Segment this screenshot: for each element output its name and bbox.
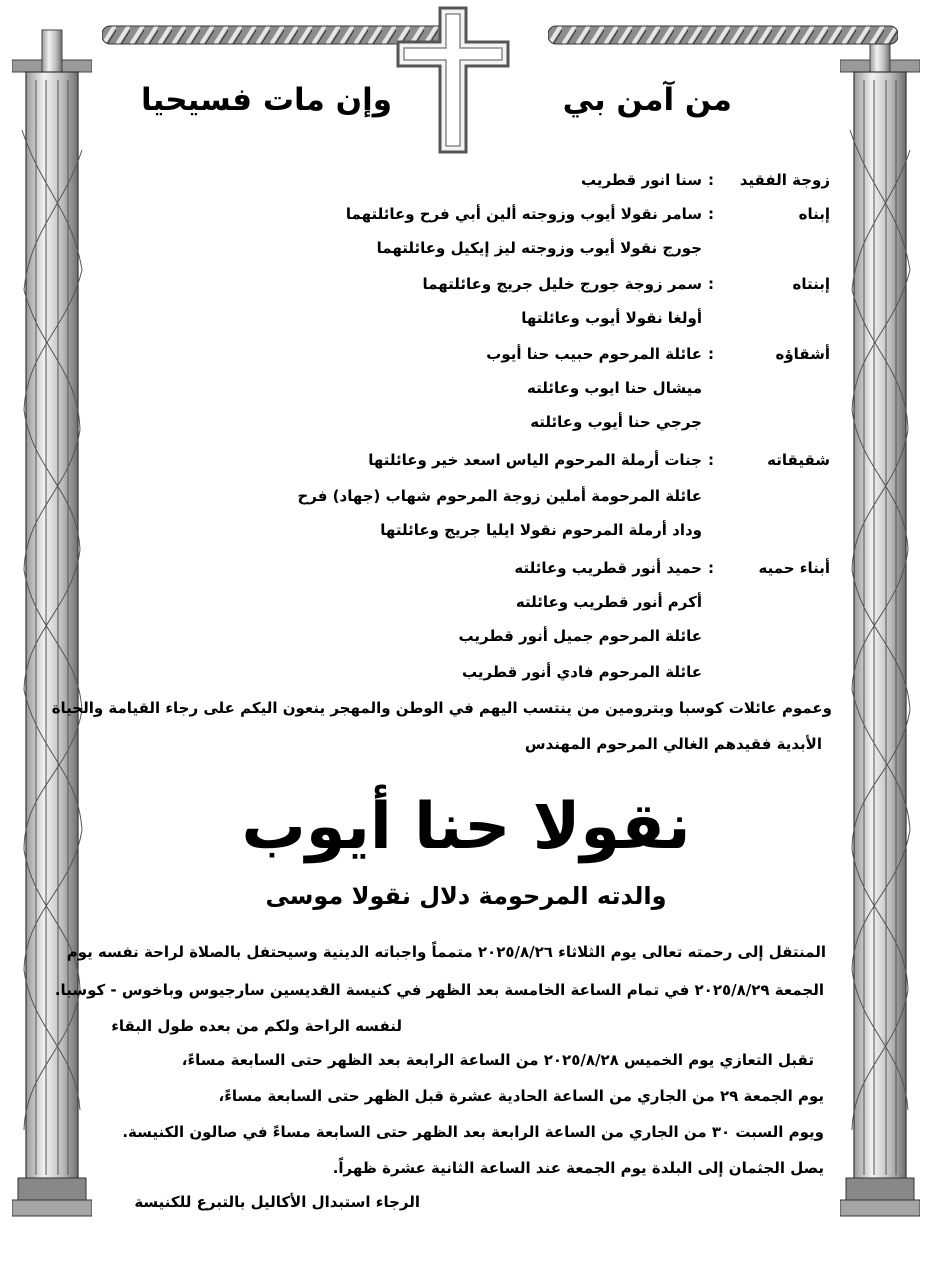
announcement-line-1: وعموم عائلات كوسبا وبترومين من ينتسب اليهم في الوطن والمهجر ينعون اليكم على رجاء القيامة والحياة (51, 699, 832, 717)
family-label-brothers-in-law: أبناء حميه (758, 559, 830, 577)
verse-right: من آمن بي (562, 82, 732, 118)
funeral-line-1: المنتقل إلى رحمته تعالى يوم الثلاثاء ٢٠٢٥/٨/٢٦ متمماً واجباته الدينية وسيحتفل بالصلاة لراحة نفسه يوم (66, 943, 826, 961)
condolence-line-3: ويوم السبت ٣٠ من الجاري من الساعة الرابعة بعد الظهر حتى السابعة مساءً في صالون الكنيسة. (122, 1123, 824, 1141)
family-line: سمر زوجة جورج خليل جريج وعائلتهما (422, 275, 702, 293)
family-label-brothers: أشقاؤه (775, 345, 830, 363)
colon: : (708, 205, 714, 223)
funeral-line-3: لنفسه الراحة ولكم من بعده طول البقاء (111, 1017, 402, 1035)
colon: : (708, 451, 714, 469)
colon: : (708, 275, 714, 293)
family-line: ميشال حنا ايوب وعائلته (527, 379, 702, 397)
family-label-wife: زوجة الفقيد (739, 171, 830, 189)
family-line: أولغا نقولا أيوب وعائلتها (521, 309, 702, 327)
left-pillar-decoration (12, 10, 92, 1220)
announcement-line-2: الأبدية فقيدهم الغالي المرحوم المهندس (524, 735, 822, 753)
family-line: أكرم أنور قطريب وعائلته (515, 593, 702, 611)
colon: : (708, 559, 714, 577)
verse-left: وإن مات فسيحيا (140, 82, 392, 118)
family-label-sisters: شقيقاته (767, 451, 830, 469)
family-line: جورج نقولا أيوب وزوجته ليز إيكيل وعائلتهما (376, 239, 702, 257)
condolence-line-5: الرجاء استبدال الأكاليل بالتبرع للكنيسة (134, 1193, 420, 1211)
family-line: وداد أرملة المرحوم نقولا ايليا جريج وعائلتها (380, 521, 702, 539)
family-line: عائلة المرحوم فادي أنور قطريب (462, 663, 702, 681)
cross-icon (396, 6, 510, 154)
family-line: حميد أنور قطريب وعائلته (514, 559, 702, 577)
family-line: عائلة المرحوم جميل أنور قطريب (458, 627, 702, 645)
right-rope-bar (548, 24, 898, 46)
family-label-sons: إبناه (798, 205, 830, 223)
family-line: عائلة المرحومة أملين زوجة المرحوم شهاب (جهاد) فرح (297, 487, 702, 505)
funeral-line-2: الجمعة ٢٠٢٥/٨/٢٩ في تمام الساعة الخامسة بعد الظهر في كنيسة القديسين سارجيوس وباخوس - كوسبا. (54, 981, 824, 999)
deceased-name: نقولا حنا أيوب (241, 790, 691, 864)
family-line: جنات أرملة المرحوم الياس اسعد خير وعائلتها (368, 451, 702, 469)
condolence-line-2: يوم الجمعة ٢٩ من الجاري من الساعة الحادية عشرة قبل الظهر حتى السابعة مساءً، (218, 1087, 824, 1105)
condolence-line-1: تقبل التعازي يوم الخميس ٢٠٢٥/٨/٢٨ من الساعة الرابعة بعد الظهر حتى السابعة مساءً، (181, 1051, 814, 1069)
deceased-mother: والدته المرحومة دلال نقولا موسى (265, 882, 667, 910)
colon: : (708, 345, 714, 363)
family-line: جرجي حنا أيوب وعائلته (530, 413, 702, 431)
family-label-daughters: إبنتاه (792, 275, 830, 293)
right-pillar-decoration (840, 10, 920, 1220)
family-line: سنا انور قطريب (580, 171, 702, 189)
family-line: سامر نقولا أيوب وزوجته ألين أبي فرح وعائلتهما (345, 205, 702, 223)
colon: : (708, 171, 714, 189)
condolence-line-4: يصل الجثمان إلى البلدة يوم الجمعة عند الساعة الثانية عشرة ظهراً. (332, 1159, 824, 1177)
family-line: عائلة المرحوم حبيب حنا أيوب (486, 345, 702, 363)
